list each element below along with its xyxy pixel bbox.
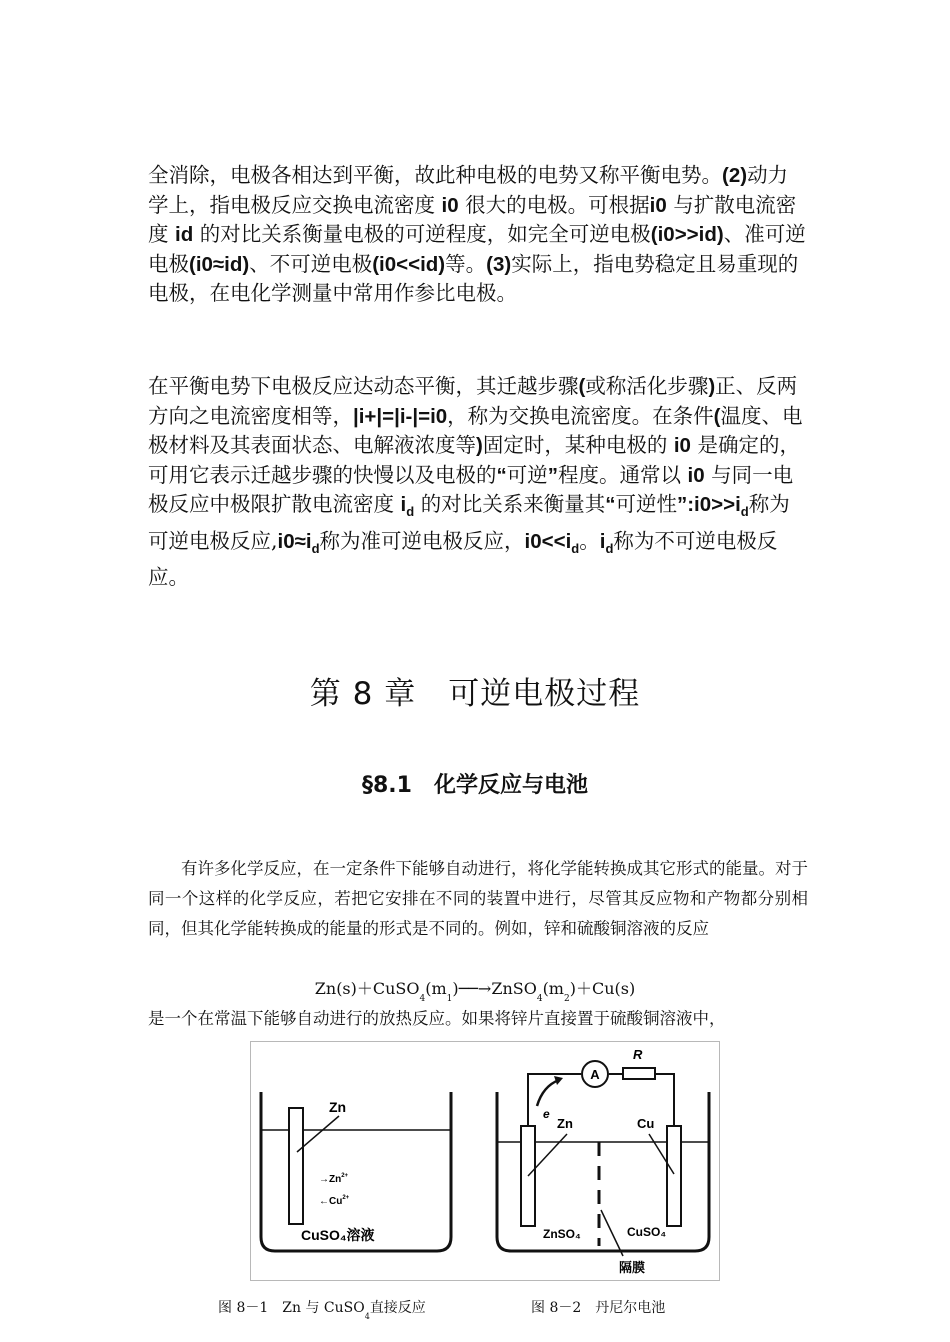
paragraph-4: 是一个在常温下能够自动进行的放热反应。如果将锌片直接置于硫酸铜溶液中，: [148, 1009, 726, 1028]
figure-drawing: [251, 1042, 721, 1282]
section-title: §8.1 化学反应与电池: [362, 773, 588, 798]
figure-panel: [250, 1041, 720, 1281]
resistor-label: R: [633, 1047, 643, 1062]
cuso4-label: CuSO₄: [627, 1225, 667, 1239]
left-zn-plate: [289, 1108, 303, 1224]
paragraph-1: 全消除，电极各相达到平衡，故此种电极的电势又称平衡电势。(2)动力学上，指电极反应交换电流密度 i0 很大的电极。可根据i0 与扩散电流密度 id 的对比关系衡量电极的可逆程度，如完全可逆电极(i0>>id)、准可逆电极(i0≈id)、不可逆电极(i0<<id)等。(3)实际上，指电势稳定且易重现的电极，在电化学测量中常用作参比电极。: [148, 163, 806, 305]
paragraph-2: 在平衡电势下电极反应达动态平衡，其迁越步骤(或称活化步骤)正、反两方向之电流密度相等，|i+|=|i-|=i0，称为交换电流密度。在条件(温度、电极材料及其表面状态、电解液浓度等)固定时，某种电极的 i0 是确定的，可用它表示迁越步骤的快慢以及电极的“可逆”程度。通常以 i0 与同一电极反应中极限扩散电流密度 $i_d$ 的对比关系来衡量其“可逆性$”:i0>>i_d$称为可逆电极反应$,i0\approx i_d$称为准可逆电极反应，$i0<<i_d$。$i_d$称为不可逆电极反应。: [148, 374, 803, 589]
right-cu-label: Cu: [637, 1116, 655, 1131]
ammeter-label: A: [590, 1067, 600, 1082]
cu-ion-label: $\leftarrow Cu^{2+}$: [319, 1195, 350, 1207]
zn-ion-label: $\to Zn^{2+}$: [319, 1173, 349, 1185]
resistor-icon: [623, 1068, 655, 1079]
right-zn-label: Zn: [557, 1116, 573, 1131]
membrane-label: 隔膜: [619, 1260, 646, 1275]
figure-8-1-caption: 图 8－1 Zn 与 CuSO$_4$直接反应: [218, 1300, 426, 1321]
membrane-pointer: [601, 1210, 623, 1256]
electron-flow-arrow-icon: [537, 1080, 559, 1106]
right-cu-plate: [667, 1126, 681, 1226]
znso4-label: ZnSO₄: [543, 1227, 581, 1241]
left-zn-label: Zn: [329, 1099, 347, 1115]
left-solution-label: CuSO₄溶液: [301, 1227, 375, 1243]
electron-label: e: [543, 1107, 550, 1121]
reaction-equation: $Zn(s)+CuSO_4(m_1)──\to ZnSO_4(m_2)+Cu(s)$: [314, 979, 636, 1004]
paragraph-3: 有许多化学反应，在一定条件下能够自动进行，将化学能转换成其它形式的能量。对于同一个这样的化学反应，若把它安排在不同的装置中进行，尽管其反应物和产物都分别相同，但其化学能转换成的能量的形式是不同的。例如，锌和硫酸铜溶液的反应: [148, 859, 808, 938]
figure-8-2-caption: 图 8－2 丹尼尔电池: [531, 1300, 666, 1316]
wire-right: [655, 1074, 674, 1126]
chapter-title: 第 8 章 可逆电极过程: [309, 676, 641, 712]
